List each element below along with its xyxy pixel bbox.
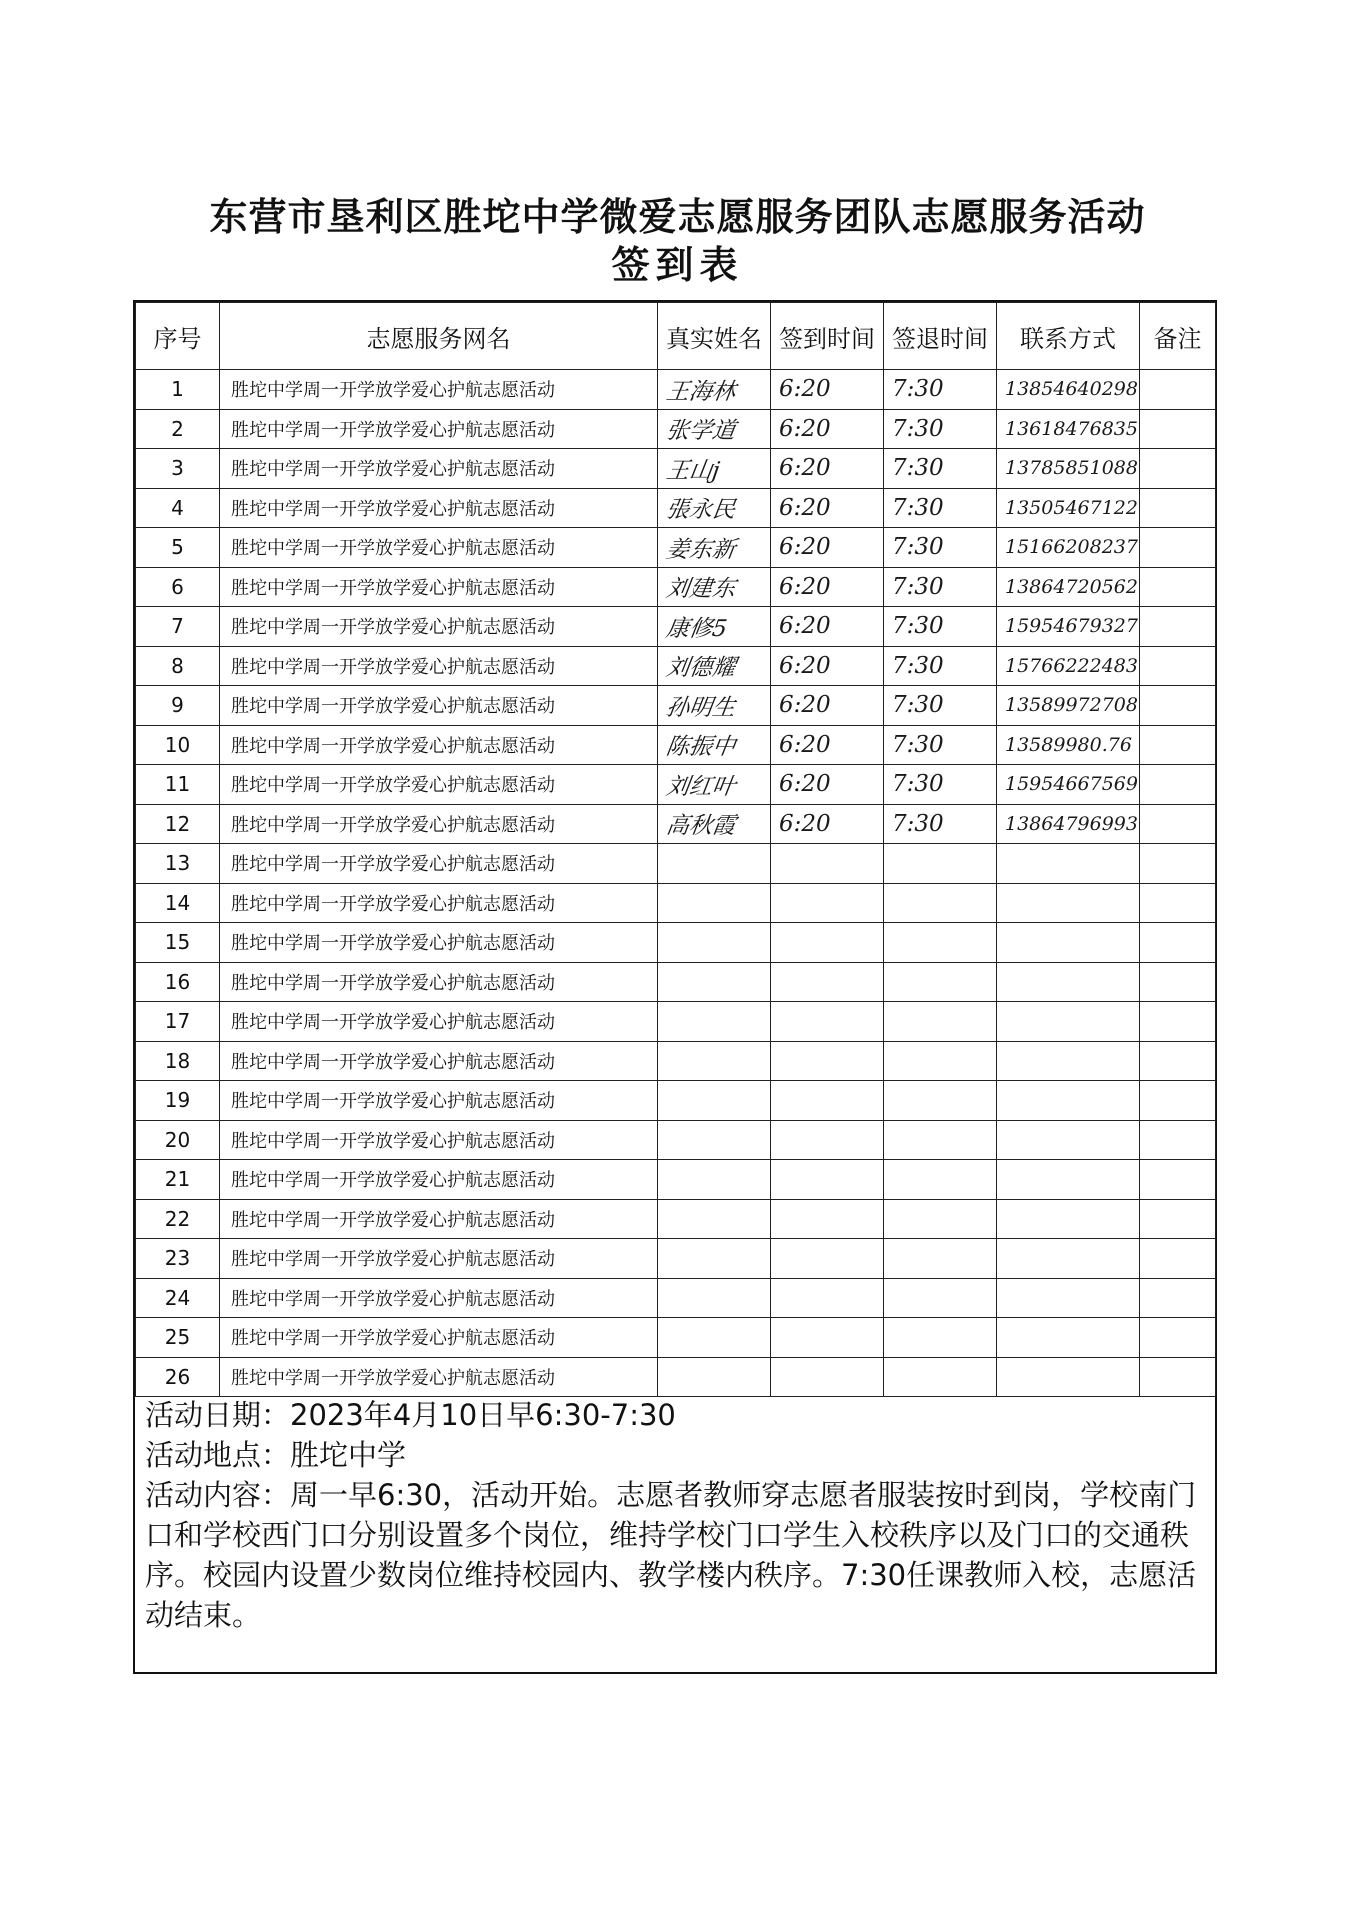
real-name-cell: 王山j bbox=[655, 449, 774, 489]
activity-name-cell: 胜坨中学周一开学放学爱心护航志愿活动 bbox=[220, 409, 658, 449]
row-number: 26 bbox=[136, 1357, 220, 1397]
table-row bbox=[136, 686, 1216, 726]
checkout-time-cell bbox=[884, 1002, 997, 1042]
phone-cell bbox=[997, 1199, 1140, 1239]
header-note: 备注 bbox=[1140, 303, 1216, 370]
header-no: 序号 bbox=[136, 303, 220, 370]
checkin-time-cell: 6:20 bbox=[771, 370, 884, 410]
row-number: 16 bbox=[136, 962, 220, 1002]
table-row bbox=[136, 1239, 1216, 1279]
activity-name-cell: 胜坨中学周一开学放学爱心护航志愿活动 bbox=[220, 567, 658, 607]
note-cell bbox=[1140, 844, 1216, 884]
phone-cell bbox=[997, 1002, 1140, 1042]
row-number: 9 bbox=[136, 686, 220, 726]
table-row bbox=[136, 528, 1216, 568]
table-row bbox=[136, 1278, 1216, 1318]
checkin-time-cell bbox=[771, 1160, 884, 1200]
real-name-cell bbox=[655, 962, 774, 1002]
real-name-cell: 王海林 bbox=[655, 370, 774, 410]
real-name-cell: 高秋霞 bbox=[655, 804, 774, 844]
real-name-cell: 刘建东 bbox=[655, 567, 774, 607]
activity-name-cell: 胜坨中学周一开学放学爱心护航志愿活动 bbox=[220, 1278, 658, 1318]
checkout-time-cell: 7:30 bbox=[884, 567, 997, 607]
row-number: 11 bbox=[136, 765, 220, 805]
real-name-cell bbox=[655, 883, 774, 923]
row-number: 14 bbox=[136, 883, 220, 923]
checkout-time-cell bbox=[884, 1081, 997, 1121]
table-row bbox=[136, 883, 1216, 923]
phone-cell: 15166208237 bbox=[997, 528, 1140, 568]
row-number: 6 bbox=[136, 567, 220, 607]
table-row bbox=[136, 567, 1216, 607]
activity-name-cell: 胜坨中学周一开学放学爱心护航志愿活动 bbox=[220, 1120, 658, 1160]
phone-cell: 13864796993 bbox=[997, 804, 1140, 844]
table-row bbox=[136, 1041, 1216, 1081]
activity-content: 活动内容：周一早6:30，活动开始。志愿者教师穿志愿者服装按时到岗，学校南门口和学校西门口分别设置多个岗位，维持学校门口学生入校秩序以及门口的交通秩序。校园内设置少数岗位维持校园内、教学楼内秩序。7:30任课教师入校，志愿活动结束。 bbox=[145, 1478, 1197, 1632]
real-name-cell bbox=[655, 844, 774, 884]
checkin-time-cell: 6:20 bbox=[771, 449, 884, 489]
checkout-time-cell bbox=[884, 923, 997, 963]
checkin-time-cell bbox=[771, 1239, 884, 1279]
real-name-cell bbox=[655, 1160, 774, 1200]
checkin-time-cell bbox=[771, 1318, 884, 1358]
table-row bbox=[136, 1318, 1216, 1358]
note-cell bbox=[1140, 607, 1216, 647]
phone-cell: 15766222483 bbox=[997, 646, 1140, 686]
note-cell bbox=[1140, 370, 1216, 410]
phone-cell: 13589980.76 bbox=[997, 725, 1140, 765]
note-cell bbox=[1140, 1160, 1216, 1200]
sign-in-table bbox=[135, 302, 1216, 1397]
activity-date: 活动日期：2023年4月10日早6:30-7:30 bbox=[145, 1398, 676, 1432]
checkout-time-cell: 7:30 bbox=[884, 370, 997, 410]
table-row bbox=[136, 923, 1216, 963]
phone-cell bbox=[997, 1239, 1140, 1279]
checkin-time-cell: 6:20 bbox=[771, 686, 884, 726]
note-cell bbox=[1140, 1081, 1216, 1121]
note-cell bbox=[1140, 962, 1216, 1002]
row-number: 25 bbox=[136, 1318, 220, 1358]
activity-name-cell: 胜坨中学周一开学放学爱心护航志愿活动 bbox=[220, 488, 658, 528]
checkin-time-cell bbox=[771, 1120, 884, 1160]
phone-cell bbox=[997, 962, 1140, 1002]
note-cell bbox=[1140, 449, 1216, 489]
table-row bbox=[136, 607, 1216, 647]
activity-name-cell: 胜坨中学周一开学放学爱心护航志愿活动 bbox=[220, 1081, 658, 1121]
real-name-cell: 张学道 bbox=[655, 409, 774, 449]
real-name-cell bbox=[655, 1120, 774, 1160]
note-cell bbox=[1140, 1239, 1216, 1279]
activity-info bbox=[145, 1395, 1209, 1635]
phone-cell: 13589972708 bbox=[997, 686, 1140, 726]
real-name-cell bbox=[655, 1081, 774, 1121]
note-cell bbox=[1140, 1002, 1216, 1042]
checkout-time-cell bbox=[884, 1160, 997, 1200]
note-cell bbox=[1140, 1278, 1216, 1318]
activity-name-cell: 胜坨中学周一开学放学爱心护航志愿活动 bbox=[220, 923, 658, 963]
row-number: 10 bbox=[136, 725, 220, 765]
checkout-time-cell: 7:30 bbox=[884, 725, 997, 765]
row-number: 2 bbox=[136, 409, 220, 449]
table-row bbox=[136, 844, 1216, 884]
real-name-cell bbox=[655, 1239, 774, 1279]
row-number: 3 bbox=[136, 449, 220, 489]
real-name-cell: 陈振中 bbox=[655, 725, 774, 765]
note-cell bbox=[1140, 765, 1216, 805]
row-number: 4 bbox=[136, 488, 220, 528]
activity-name-cell: 胜坨中学周一开学放学爱心护航志愿活动 bbox=[220, 962, 658, 1002]
row-number: 1 bbox=[136, 370, 220, 410]
real-name-cell: 刘德耀 bbox=[655, 646, 774, 686]
checkin-time-cell: 6:20 bbox=[771, 725, 884, 765]
checkout-time-cell: 7:30 bbox=[884, 449, 997, 489]
note-cell bbox=[1140, 804, 1216, 844]
checkin-time-cell: 6:20 bbox=[771, 488, 884, 528]
document-title: 东营市垦利区胜坨中学微爱志愿服务团队志愿服务活动 bbox=[209, 194, 1146, 239]
row-number: 7 bbox=[136, 607, 220, 647]
checkin-time-cell bbox=[771, 962, 884, 1002]
real-name-cell: 姜东新 bbox=[655, 528, 774, 568]
table-row bbox=[136, 1199, 1216, 1239]
activity-name-cell: 胜坨中学周一开学放学爱心护航志愿活动 bbox=[220, 804, 658, 844]
table-row bbox=[136, 370, 1216, 410]
row-number: 5 bbox=[136, 528, 220, 568]
checkin-time-cell: 6:20 bbox=[771, 646, 884, 686]
real-name-cell bbox=[655, 1278, 774, 1318]
row-number: 22 bbox=[136, 1199, 220, 1239]
real-name-cell bbox=[655, 1002, 774, 1042]
checkin-time-cell bbox=[771, 883, 884, 923]
checkout-time-cell bbox=[884, 962, 997, 1002]
note-cell bbox=[1140, 528, 1216, 568]
table-row bbox=[136, 409, 1216, 449]
checkout-time-cell: 7:30 bbox=[884, 409, 997, 449]
table-row bbox=[136, 1120, 1216, 1160]
real-name-cell bbox=[655, 1357, 774, 1397]
activity-name-cell: 胜坨中学周一开学放学爱心护航志愿活动 bbox=[220, 844, 658, 884]
header-checkin: 签到时间 bbox=[771, 303, 884, 370]
row-number: 24 bbox=[136, 1278, 220, 1318]
checkin-time-cell: 6:20 bbox=[771, 528, 884, 568]
checkout-time-cell bbox=[884, 844, 997, 884]
phone-cell: 13854640298 bbox=[997, 370, 1140, 410]
row-number: 23 bbox=[136, 1239, 220, 1279]
activity-name-cell: 胜坨中学周一开学放学爱心护航志愿活动 bbox=[220, 765, 658, 805]
sign-in-sheet bbox=[133, 300, 1217, 1674]
activity-name-cell: 胜坨中学周一开学放学爱心护航志愿活动 bbox=[220, 883, 658, 923]
checkin-time-cell bbox=[771, 1041, 884, 1081]
checkin-time-cell: 6:20 bbox=[771, 567, 884, 607]
real-name-cell: 刘红叶 bbox=[655, 765, 774, 805]
note-cell bbox=[1140, 1041, 1216, 1081]
table-row bbox=[136, 449, 1216, 489]
activity-name-cell: 胜坨中学周一开学放学爱心护航志愿活动 bbox=[220, 1002, 658, 1042]
table-header-row bbox=[136, 303, 1216, 370]
phone-cell: 13864720562 bbox=[997, 567, 1140, 607]
activity-name-cell: 胜坨中学周一开学放学爱心护航志愿活动 bbox=[220, 528, 658, 568]
checkin-time-cell: 6:20 bbox=[771, 765, 884, 805]
phone-cell bbox=[997, 1318, 1140, 1358]
activity-name-cell: 胜坨中学周一开学放学爱心护航志愿活动 bbox=[220, 449, 658, 489]
phone-cell bbox=[997, 1041, 1140, 1081]
activity-location: 活动地点：胜坨中学 bbox=[145, 1438, 407, 1472]
table-row bbox=[136, 1002, 1216, 1042]
table-row bbox=[136, 646, 1216, 686]
activity-name-cell: 胜坨中学周一开学放学爱心护航志愿活动 bbox=[220, 1239, 658, 1279]
row-number: 12 bbox=[136, 804, 220, 844]
row-number: 13 bbox=[136, 844, 220, 884]
phone-cell: 15954679327 bbox=[997, 607, 1140, 647]
row-number: 18 bbox=[136, 1041, 220, 1081]
checkout-time-cell bbox=[884, 1120, 997, 1160]
note-cell bbox=[1140, 567, 1216, 607]
row-number: 19 bbox=[136, 1081, 220, 1121]
phone-cell: 13618476835 bbox=[997, 409, 1140, 449]
checkout-time-cell bbox=[884, 1041, 997, 1081]
phone-cell bbox=[997, 844, 1140, 884]
activity-name-cell: 胜坨中学周一开学放学爱心护航志愿活动 bbox=[220, 607, 658, 647]
activity-name-cell: 胜坨中学周一开学放学爱心护航志愿活动 bbox=[220, 1160, 658, 1200]
checkin-time-cell bbox=[771, 1199, 884, 1239]
activity-name-cell: 胜坨中学周一开学放学爱心护航志愿活动 bbox=[220, 1357, 658, 1397]
table-row bbox=[136, 1160, 1216, 1200]
document-subtitle: 签到表 bbox=[611, 242, 744, 287]
real-name-cell bbox=[655, 923, 774, 963]
checkin-time-cell: 6:20 bbox=[771, 409, 884, 449]
row-number: 15 bbox=[136, 923, 220, 963]
checkin-time-cell: 6:20 bbox=[771, 804, 884, 844]
checkout-time-cell: 7:30 bbox=[884, 528, 997, 568]
activity-name-cell: 胜坨中学周一开学放学爱心护航志愿活动 bbox=[220, 686, 658, 726]
checkout-time-cell bbox=[884, 883, 997, 923]
note-cell bbox=[1140, 646, 1216, 686]
checkout-time-cell bbox=[884, 1318, 997, 1358]
phone-cell: 13505467122 bbox=[997, 488, 1140, 528]
note-cell bbox=[1140, 686, 1216, 726]
checkout-time-cell bbox=[884, 1239, 997, 1279]
row-number: 20 bbox=[136, 1120, 220, 1160]
table-row bbox=[136, 1081, 1216, 1121]
table-row bbox=[136, 804, 1216, 844]
checkin-time-cell bbox=[771, 1002, 884, 1042]
activity-name-cell: 胜坨中学周一开学放学爱心护航志愿活动 bbox=[220, 646, 658, 686]
phone-cell bbox=[997, 1160, 1140, 1200]
note-cell bbox=[1140, 1357, 1216, 1397]
note-cell bbox=[1140, 923, 1216, 963]
real-name-cell bbox=[655, 1318, 774, 1358]
real-name-cell bbox=[655, 1199, 774, 1239]
table-row bbox=[136, 765, 1216, 805]
note-cell bbox=[1140, 1120, 1216, 1160]
header-name: 真实姓名 bbox=[658, 303, 771, 370]
phone-cell bbox=[997, 1357, 1140, 1397]
phone-cell bbox=[997, 1081, 1140, 1121]
table-row bbox=[136, 962, 1216, 1002]
table-row bbox=[136, 725, 1216, 765]
header-checkout: 签退时间 bbox=[884, 303, 997, 370]
checkout-time-cell bbox=[884, 1199, 997, 1239]
phone-cell: 15954667569 bbox=[997, 765, 1140, 805]
checkout-time-cell bbox=[884, 1278, 997, 1318]
row-number: 8 bbox=[136, 646, 220, 686]
checkout-time-cell: 7:30 bbox=[884, 765, 997, 805]
real-name-cell: 孙明生 bbox=[655, 686, 774, 726]
checkout-time-cell: 7:30 bbox=[884, 646, 997, 686]
checkin-time-cell bbox=[771, 844, 884, 884]
checkin-time-cell bbox=[771, 1081, 884, 1121]
phone-cell bbox=[997, 883, 1140, 923]
row-number: 21 bbox=[136, 1160, 220, 1200]
checkout-time-cell bbox=[884, 1357, 997, 1397]
checkout-time-cell: 7:30 bbox=[884, 804, 997, 844]
checkin-time-cell bbox=[771, 923, 884, 963]
checkin-time-cell: 6:20 bbox=[771, 607, 884, 647]
table-row bbox=[136, 1357, 1216, 1397]
header-phone: 联系方式 bbox=[997, 303, 1140, 370]
note-cell bbox=[1140, 883, 1216, 923]
checkout-time-cell: 7:30 bbox=[884, 488, 997, 528]
note-cell bbox=[1140, 488, 1216, 528]
note-cell bbox=[1140, 725, 1216, 765]
note-cell bbox=[1140, 1199, 1216, 1239]
real-name-cell bbox=[655, 1041, 774, 1081]
real-name-cell: 張永民 bbox=[655, 488, 774, 528]
real-name-cell: 康修5 bbox=[655, 607, 774, 647]
table-row bbox=[136, 488, 1216, 528]
phone-cell: 13785851088 bbox=[997, 449, 1140, 489]
note-cell bbox=[1140, 409, 1216, 449]
header-activity: 志愿服务网名 bbox=[220, 303, 658, 370]
phone-cell bbox=[997, 923, 1140, 963]
note-cell bbox=[1140, 1318, 1216, 1358]
phone-cell bbox=[997, 1120, 1140, 1160]
checkout-time-cell: 7:30 bbox=[884, 607, 997, 647]
activity-name-cell: 胜坨中学周一开学放学爱心护航志愿活动 bbox=[220, 370, 658, 410]
activity-name-cell: 胜坨中学周一开学放学爱心护航志愿活动 bbox=[220, 725, 658, 765]
activity-name-cell: 胜坨中学周一开学放学爱心护航志愿活动 bbox=[220, 1318, 658, 1358]
activity-name-cell: 胜坨中学周一开学放学爱心护航志愿活动 bbox=[220, 1041, 658, 1081]
phone-cell bbox=[997, 1278, 1140, 1318]
checkin-time-cell bbox=[771, 1357, 884, 1397]
row-number: 17 bbox=[136, 1002, 220, 1042]
table-body bbox=[136, 370, 1216, 1397]
checkout-time-cell: 7:30 bbox=[884, 686, 997, 726]
checkin-time-cell bbox=[771, 1278, 884, 1318]
activity-name-cell: 胜坨中学周一开学放学爱心护航志愿活动 bbox=[220, 1199, 658, 1239]
